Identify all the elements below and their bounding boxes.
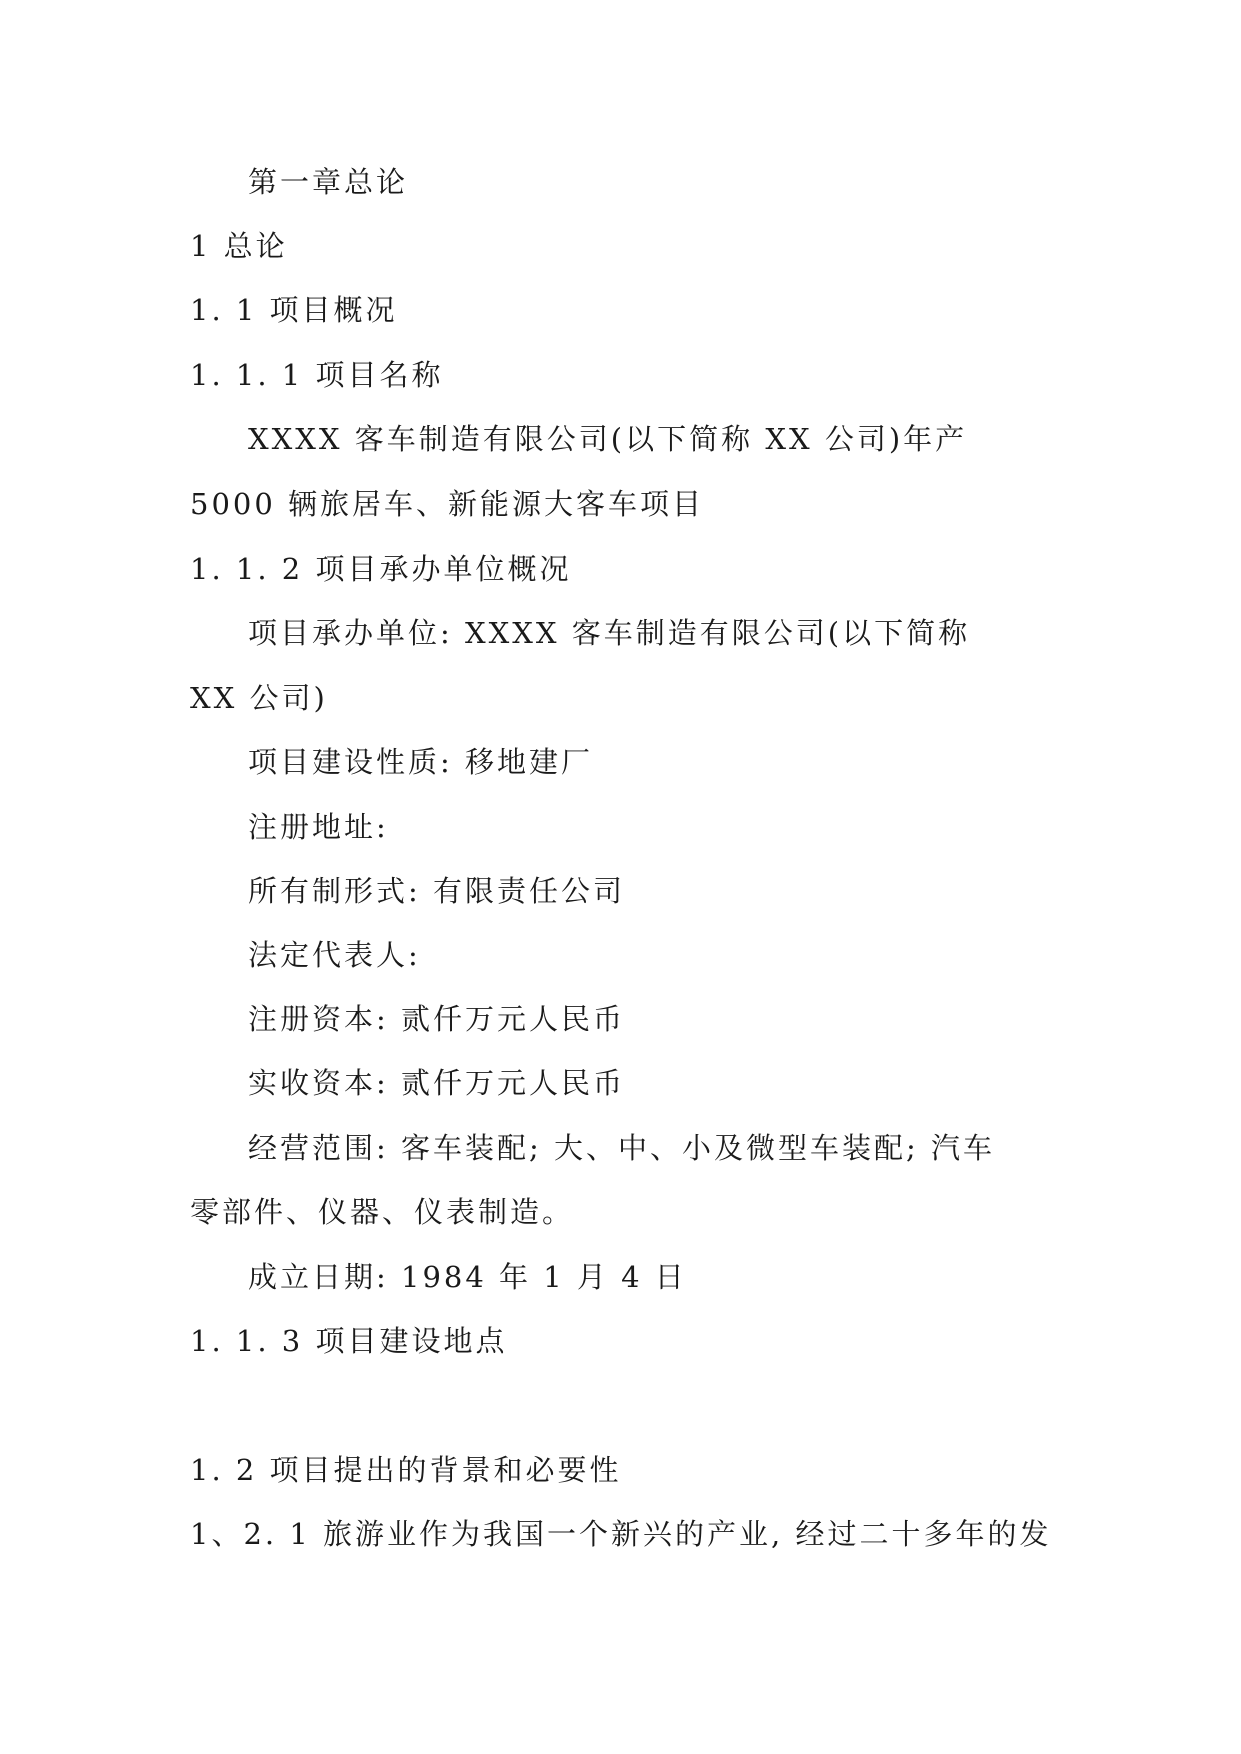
paragraph-line: XX 公司) (190, 681, 328, 715)
paragraph-line: 经营范围: 客车装配; 大、中、小及微型车装配; 汽车 (248, 1131, 995, 1165)
paragraph-line: 零部件、仪器、仪表制造。 (190, 1195, 575, 1229)
paragraph-line: 5000 辆旅居车、新能源大客车项目 (190, 487, 705, 521)
paragraph-line: 法定代表人: (248, 938, 421, 972)
paragraph-line: 实收资本: 贰仟万元人民币 (248, 1066, 625, 1100)
section-heading-1-1-2: 1. 1. 2 项目承办单位概况 (190, 552, 572, 586)
paragraph-line: 注册地址: (248, 810, 389, 844)
paragraph-line: XXXX 客车制造有限公司(以下简称 XX 公司)年产 (248, 422, 968, 456)
paragraph-line: 项目建设性质: 移地建厂 (248, 745, 593, 779)
section-heading-1-2: 1. 2 项目提出的背景和必要性 (190, 1453, 622, 1487)
section-heading-1-1-1: 1. 1. 1 项目名称 (190, 358, 444, 392)
paragraph-line: 所有制形式: 有限责任公司 (248, 874, 625, 908)
section-heading-1: 1 总论 (190, 229, 288, 263)
section-heading-1-1: 1. 1 项目概况 (190, 293, 398, 327)
section-heading-1-2-1: 1、2. 1 旅游业作为我国一个新兴的产业, 经过二十多年的发 (190, 1517, 1052, 1551)
section-heading-1-1-3: 1. 1. 3 项目建设地点 (190, 1324, 508, 1358)
paragraph-line: 成立日期: 1984 年 1 月 4 日 (248, 1260, 687, 1294)
chapter-title: 第一章总论 (248, 165, 409, 199)
paragraph-line: 注册资本: 贰仟万元人民币 (248, 1002, 625, 1036)
paragraph-line: 项目承办单位: XXXX 客车制造有限公司(以下简称 (248, 616, 971, 650)
